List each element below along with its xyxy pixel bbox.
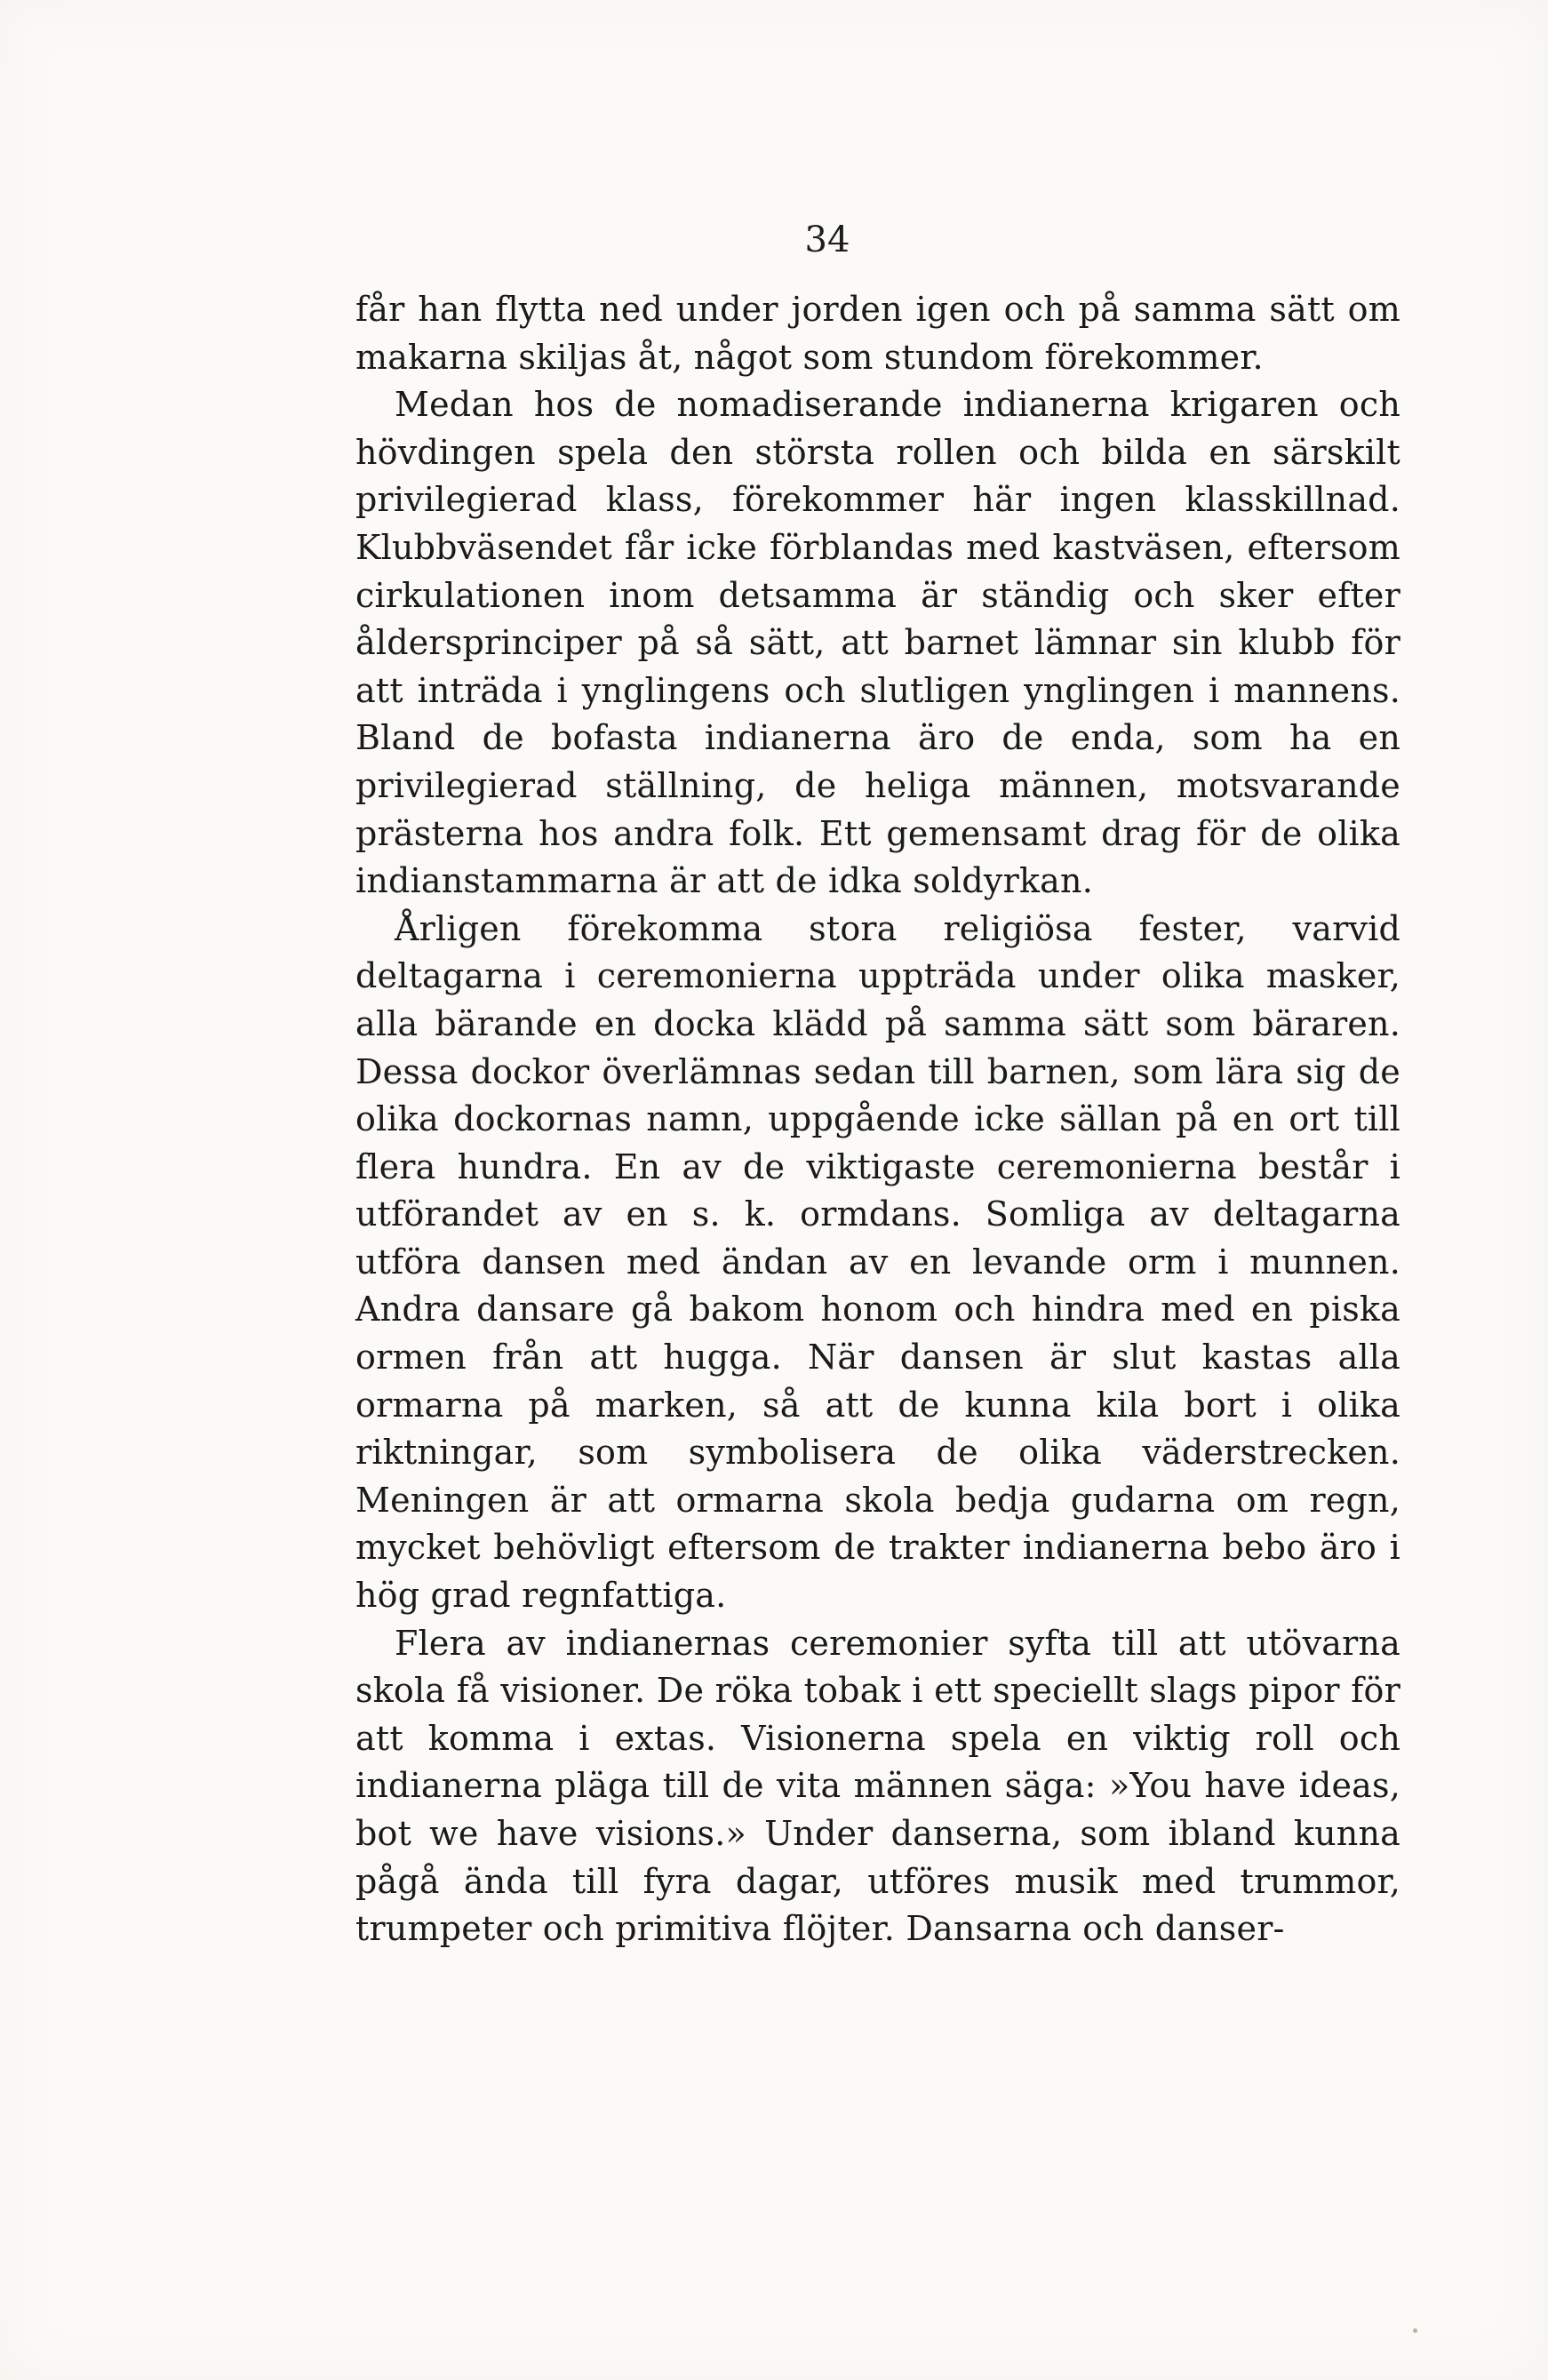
paragraph-1: får han flytta ned under jorden igen och på samma sätt om makarna skiljas åt, något som stundom förekommer. <box>355 290 1400 377</box>
paragraph-2: Medan hos de nomadiserande indianerna krigaren och hövdingen spela den största rollen och bilda en särskilt privilegierad klass, förekommer här ingen klasskillnad. Klubbväsendet får icke förblandas med kastväsen, eftersom cirkulationen inom detsamma är ständig och sker efter åldersprinciper på så sätt, att barnet lämnar sin klubb för att inträda i ynglingens och slutligen ynglingen i mannens. Bland de bofasta indianerna äro de enda, som ha en privilegierad ställning, de heliga männen, motsvarande prästerna hos andra folk. Ett gemensamt drag för de olika indianstammarna är att de idka soldyrkan. <box>355 385 1400 901</box>
paragraph-3: Årligen förekomma stora religiösa fester, varvid deltagarna i ceremonierna uppträda under olika masker, alla bärande en docka klädd på samma sätt som bäraren. Dessa dockor överlämnas sedan till barnen, som lära sig de olika dockornas namn, uppgående icke sällan på en ort till flera hundra. En av de viktigaste ceremonierna består i utförandet av en s. k. ormdans. Somliga av deltagarna utföra dansen med ändan av en levande orm i munnen. Andra dansare gå bakom honom och hindra med en piska ormen från att hugga. När dansen är slut kastas alla ormarna på marken, så att de kunna kila bort i olika riktningar, som symbolisera de olika väderstrecken. Meningen är att ormarna skola bedja gudarna om regn, mycket behövligt eftersom de trakter indianerna bebo äro i hög grad regnfattiga. <box>355 908 1400 1616</box>
paragraph-4: Flera av indianernas ceremonier syfta till att utövarna skola få visioner. De röka tobak i ett speciellt slags pipor för att komma i extas. Visionerna spela en viktig roll och indianerna pläga till de vita männen säga: »You have ideas, bot we have visions.» Under danserna, som ibland kunna pågå ända till fyra dagar, utföres musik med trummor, trumpeter och primitiva flöjter. Dansarna och danser- <box>355 1623 1400 1949</box>
page-number: 34 <box>804 220 850 260</box>
body-text <box>355 286 1400 1953</box>
paper-speck <box>1413 2328 1417 2333</box>
